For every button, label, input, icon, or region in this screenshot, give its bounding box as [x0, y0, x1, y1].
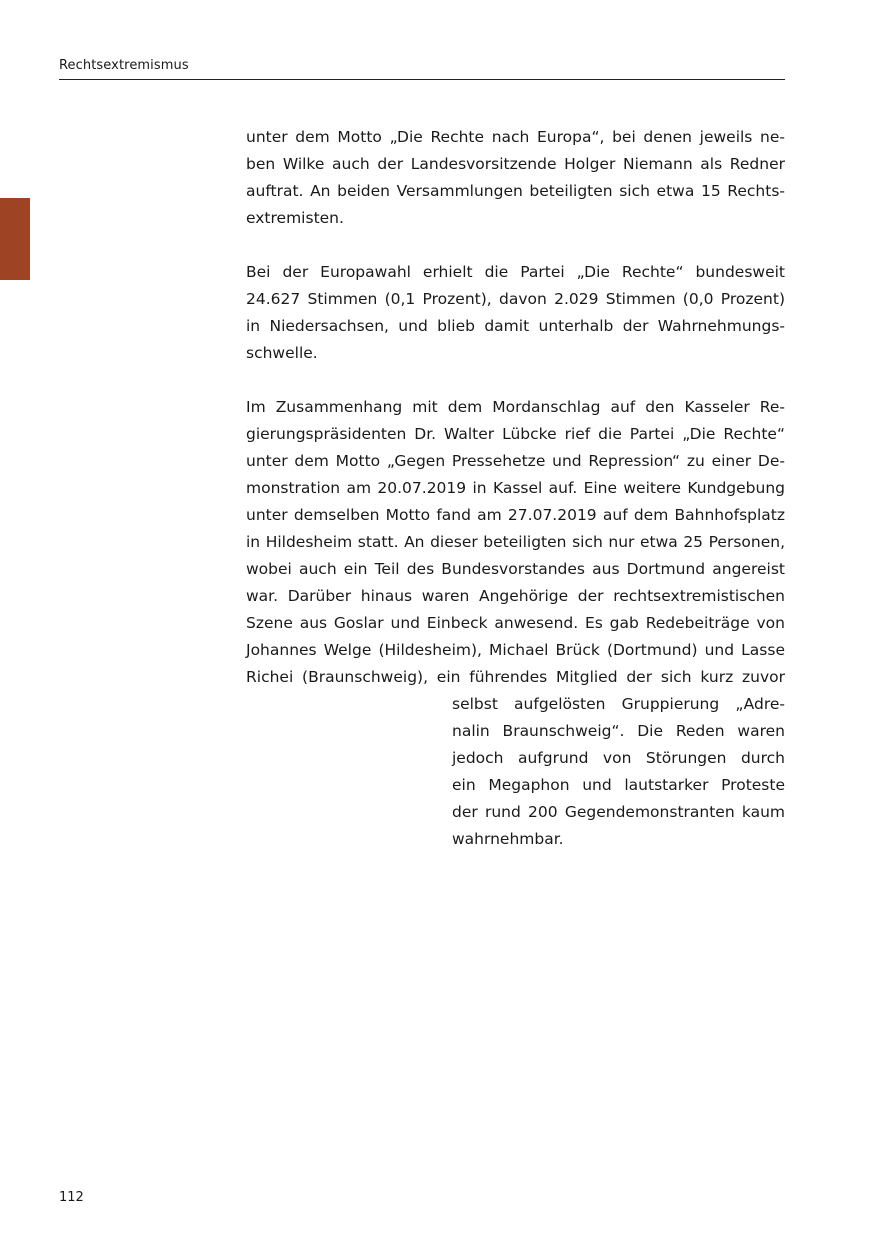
text-line: Johannes Welge (Hildesheim), Michael Brück (Dortmund) und Lasse [246, 641, 785, 659]
text-line: wobei auch ein Teil des Bundesvorstandes aus Dortmund angereist [246, 560, 785, 578]
text-line: schwelle. [246, 344, 318, 362]
text-line: nalin Braunschweig“. Die Reden waren [452, 722, 785, 740]
text-line: extremisten. [246, 209, 344, 227]
text-line: wahrnehmbar. [452, 830, 564, 848]
text-line: monstration am 20.07.2019 in Kassel auf. Eine weitere Kundgebung [246, 479, 785, 497]
text-line: Bei der Europawahl erhielt die Partei „Die Rechte“ bundesweit [246, 263, 785, 281]
text-line: war. Darüber hinaus waren Angehörige der rechtsextremistischen [246, 587, 785, 605]
paragraph-2 [246, 259, 785, 367]
text-line: Richei (Braunschweig), ein führendes Mitglied der sich kurz zuvor [246, 668, 785, 686]
text-line: unter dem Motto „Die Rechte nach Europa“, bei denen jeweils ne- [246, 128, 785, 146]
text-line: in Niedersachsen, und blieb damit unterhalb der Wahrnehmungs- [246, 317, 785, 335]
text-line: 24.627 Stimmen (0,1 Prozent), davon 2.029 Stimmen (0,0 Prozent) [246, 290, 785, 308]
header-rule [59, 79, 785, 80]
text-line: der rund 200 Gegendemonstranten kaum [452, 803, 785, 821]
text-line: auftrat. An beiden Versammlungen beteiligten sich etwa 15 Rechts- [246, 182, 785, 200]
paragraph-1 [246, 124, 785, 232]
text-line: selbst aufgelösten Gruppierung „Adre- [452, 695, 785, 713]
text-line: jedoch aufgrund von Störungen durch [452, 749, 785, 767]
text-line: unter dem Motto „Gegen Pressehetze und Repression“ zu einer De- [246, 452, 785, 470]
body-text [246, 124, 785, 853]
paragraph-gap [246, 232, 785, 259]
paragraph-gap [246, 367, 785, 394]
text-line: gierungspräsidenten Dr. Walter Lübcke rief die Partei „Die Rechte“ [246, 425, 785, 443]
chapter-color-tab [0, 198, 30, 280]
indented-continuation [452, 691, 785, 853]
text-line: ein Megaphon und lautstarker Proteste [452, 776, 785, 794]
text-line: Im Zusammenhang mit dem Mordanschlag auf den Kasseler Re- [246, 398, 785, 416]
paragraph-3 [246, 394, 785, 853]
text-line: Szene aus Goslar und Einbeck anwesend. Es gab Redebeiträge von [246, 614, 785, 632]
page-number: 112 [59, 1190, 84, 1205]
text-line: ben Wilke auch der Landesvorsitzende Holger Niemann als Redner [246, 155, 785, 173]
running-header-title: Rechtsextremismus [59, 58, 189, 73]
text-line: unter demselben Motto fand am 27.07.2019 auf dem Bahnhofsplatz [246, 506, 785, 524]
text-line: in Hildesheim statt. An dieser beteiligten sich nur etwa 25 Personen, [246, 533, 785, 551]
